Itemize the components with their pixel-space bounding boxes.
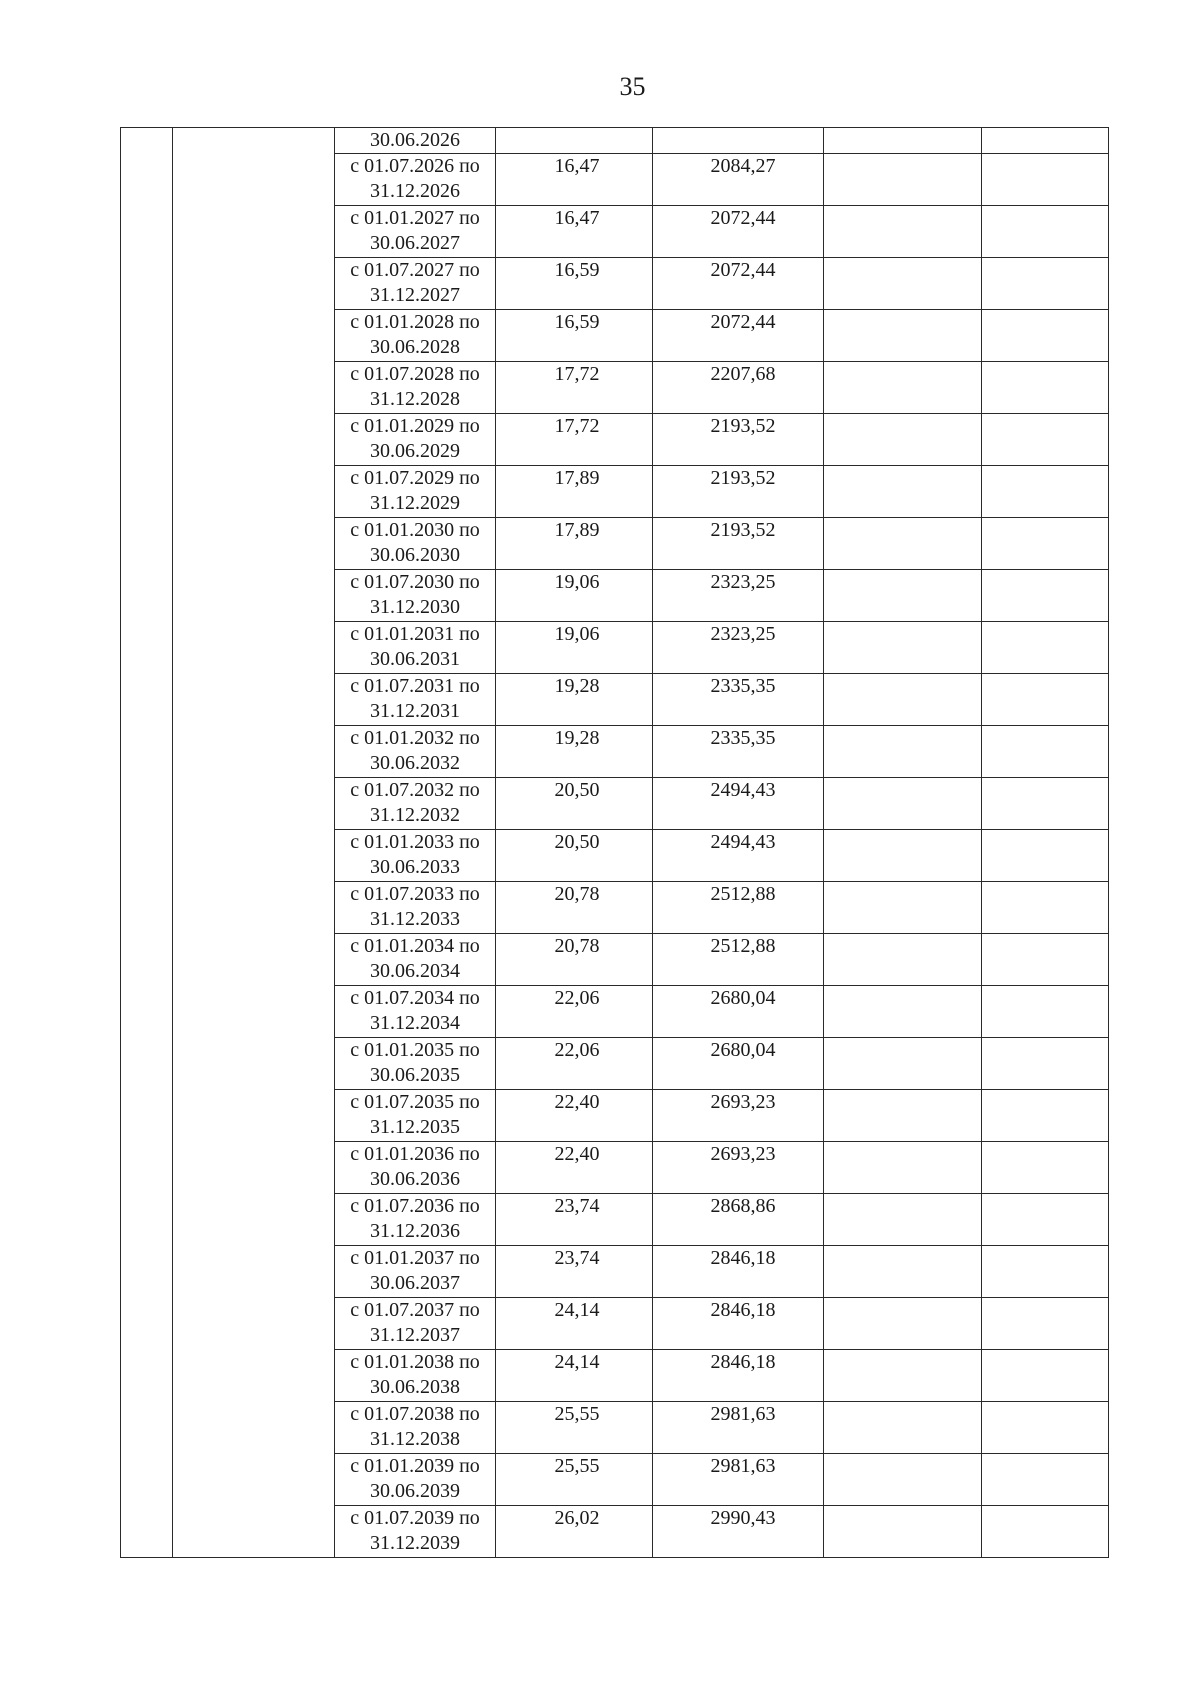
value-cell-1 xyxy=(496,570,653,622)
period-cell xyxy=(335,1506,496,1558)
value-cell-1 xyxy=(496,362,653,414)
period-start: с 01.01.2035 по xyxy=(350,1039,480,1061)
value-2: 2693,23 xyxy=(710,1143,776,1165)
period-cell xyxy=(335,1142,496,1194)
value-2: 2512,88 xyxy=(710,935,776,957)
value-2: 2981,63 xyxy=(710,1455,776,1477)
value-cell-2 xyxy=(653,154,824,206)
period-start: с 01.07.2038 по xyxy=(350,1403,480,1425)
value-cell-2 xyxy=(653,128,824,154)
empty-cell-c xyxy=(824,1142,982,1194)
empty-cell-c xyxy=(824,154,982,206)
value-1: 20,78 xyxy=(554,883,600,905)
value-cell-1 xyxy=(496,726,653,778)
empty-cell-d xyxy=(982,1038,1109,1090)
value-cell-1 xyxy=(496,622,653,674)
empty-cell-d xyxy=(982,310,1109,362)
period-start: с 01.01.2038 по xyxy=(350,1351,480,1373)
empty-cell-a xyxy=(121,128,173,1558)
value-1: 19,06 xyxy=(554,623,600,645)
period-end: 31.12.2037 xyxy=(370,1324,460,1346)
value-1: 22,06 xyxy=(554,1039,600,1061)
period-start: с 01.01.2034 по xyxy=(350,935,480,957)
period-cell xyxy=(335,726,496,778)
period-end: 31.12.2034 xyxy=(370,1012,460,1034)
period-end: 31.12.2038 xyxy=(370,1428,460,1450)
empty-cell-d xyxy=(982,1402,1109,1454)
empty-cell-c xyxy=(824,1506,982,1558)
value-1: 24,14 xyxy=(554,1299,600,1321)
value-cell-1 xyxy=(496,154,653,206)
value-1: 22,40 xyxy=(554,1091,600,1113)
period-end: 31.12.2031 xyxy=(370,700,460,722)
empty-cell-c xyxy=(824,622,982,674)
period-cell xyxy=(335,362,496,414)
empty-cell-d xyxy=(982,830,1109,882)
value-cell-1 xyxy=(496,882,653,934)
value-1: 25,55 xyxy=(554,1403,600,1425)
period-start: с 01.07.2027 по xyxy=(350,259,480,281)
value-1: 20,50 xyxy=(554,831,600,853)
value-2: 2680,04 xyxy=(710,1039,776,1061)
value-2: 2981,63 xyxy=(710,1403,776,1425)
value-cell-2 xyxy=(653,1142,824,1194)
empty-cell-d xyxy=(982,1142,1109,1194)
empty-cell-d xyxy=(982,570,1109,622)
empty-cell-c xyxy=(824,1454,982,1506)
value-cell-1 xyxy=(496,1194,653,1246)
value-2: 2846,18 xyxy=(710,1299,776,1321)
empty-cell-c xyxy=(824,726,982,778)
value-2: 2693,23 xyxy=(710,1091,776,1113)
period-start: с 01.07.2039 по xyxy=(350,1507,480,1529)
value-2: 2846,18 xyxy=(710,1247,776,1269)
value-cell-1 xyxy=(496,674,653,726)
value-cell-2 xyxy=(653,1194,824,1246)
value-cell-1 xyxy=(496,206,653,258)
empty-cell-d xyxy=(982,1298,1109,1350)
value-cell-2 xyxy=(653,674,824,726)
value-cell-2 xyxy=(653,414,824,466)
period-end: 30.06.2028 xyxy=(370,336,460,358)
period-start: с 01.01.2037 по xyxy=(350,1247,480,1269)
empty-cell-d xyxy=(982,778,1109,830)
empty-cell-c xyxy=(824,1090,982,1142)
period-end: 30.06.2035 xyxy=(370,1064,460,1086)
value-1: 23,74 xyxy=(554,1195,600,1217)
page-number: 35 xyxy=(619,72,646,101)
value-1: 20,50 xyxy=(554,779,600,801)
period-cell xyxy=(335,830,496,882)
empty-cell-d xyxy=(982,882,1109,934)
period-cell xyxy=(335,206,496,258)
empty-cell-d xyxy=(982,362,1109,414)
value-cell-1 xyxy=(496,1038,653,1090)
value-1: 17,72 xyxy=(554,363,600,385)
period-end: 31.12.2028 xyxy=(370,388,460,410)
empty-cell-c xyxy=(824,674,982,726)
period-end: 30.06.2029 xyxy=(370,440,460,462)
value-1: 16,47 xyxy=(554,155,600,177)
empty-cell-d xyxy=(982,1090,1109,1142)
empty-cell-d xyxy=(982,1454,1109,1506)
value-2: 2335,35 xyxy=(710,675,776,697)
value-cell-2 xyxy=(653,518,824,570)
value-cell-2 xyxy=(653,1298,824,1350)
period-cell xyxy=(335,518,496,570)
period-cell xyxy=(335,934,496,986)
empty-cell-c xyxy=(824,206,982,258)
value-cell-2 xyxy=(653,1402,824,1454)
empty-cell-c xyxy=(824,1402,982,1454)
period-cell xyxy=(335,128,496,154)
period-end: 31.12.2039 xyxy=(370,1532,460,1554)
value-cell-2 xyxy=(653,622,824,674)
value-cell-1 xyxy=(496,310,653,362)
empty-cell-d xyxy=(982,128,1109,154)
period-start: с 01.01.2033 по xyxy=(350,831,480,853)
period-end: 30.06.2026 xyxy=(370,129,460,151)
value-2: 2193,52 xyxy=(710,519,776,541)
period-start: с 01.07.2026 по xyxy=(350,155,480,177)
empty-cell-d xyxy=(982,622,1109,674)
period-start: с 01.07.2033 по xyxy=(350,883,480,905)
empty-cell-c xyxy=(824,830,982,882)
empty-cell-d xyxy=(982,1194,1109,1246)
value-2: 2072,44 xyxy=(710,311,776,333)
empty-cell-d xyxy=(982,518,1109,570)
period-end: 30.06.2032 xyxy=(370,752,460,774)
value-2: 2193,52 xyxy=(710,415,776,437)
period-start: с 01.01.2028 по xyxy=(350,311,480,333)
period-cell xyxy=(335,1298,496,1350)
period-cell xyxy=(335,1454,496,1506)
empty-cell-d xyxy=(982,206,1109,258)
period-end: 30.06.2033 xyxy=(370,856,460,878)
value-1: 25,55 xyxy=(554,1455,600,1477)
value-2: 2084,27 xyxy=(710,155,776,177)
period-end: 31.12.2033 xyxy=(370,908,460,930)
period-end: 30.06.2037 xyxy=(370,1272,460,1294)
value-2: 2193,52 xyxy=(710,467,776,489)
period-cell xyxy=(335,258,496,310)
empty-cell-d xyxy=(982,1350,1109,1402)
value-cell-1 xyxy=(496,1350,653,1402)
value-1: 16,47 xyxy=(554,207,600,229)
value-cell-1 xyxy=(496,1246,653,1298)
value-2: 2072,44 xyxy=(710,259,776,281)
empty-cell-b xyxy=(173,128,335,1558)
period-end: 30.06.2034 xyxy=(370,960,460,982)
period-cell xyxy=(335,466,496,518)
tariff-table xyxy=(120,127,1109,1558)
empty-cell-c xyxy=(824,934,982,986)
value-2: 2494,43 xyxy=(710,779,776,801)
value-cell-2 xyxy=(653,1038,824,1090)
empty-cell-c xyxy=(824,414,982,466)
table-body xyxy=(121,128,1109,1558)
period-end: 31.12.2027 xyxy=(370,284,460,306)
empty-cell-c xyxy=(824,258,982,310)
empty-cell-c xyxy=(824,128,982,154)
value-cell-2 xyxy=(653,206,824,258)
period-start: с 01.01.2039 по xyxy=(350,1455,480,1477)
value-2: 2335,35 xyxy=(710,727,776,749)
period-start: с 01.07.2034 по xyxy=(350,987,480,1009)
period-end: 30.06.2031 xyxy=(370,648,460,670)
period-cell xyxy=(335,622,496,674)
value-cell-2 xyxy=(653,1454,824,1506)
empty-cell-d xyxy=(982,466,1109,518)
value-2: 2868,86 xyxy=(710,1195,776,1217)
period-end: 30.06.2027 xyxy=(370,232,460,254)
value-cell-1 xyxy=(496,830,653,882)
empty-cell-d xyxy=(982,258,1109,310)
value-cell-1 xyxy=(496,1402,653,1454)
period-start: с 01.07.2028 по xyxy=(350,363,480,385)
value-cell-2 xyxy=(653,258,824,310)
period-start: с 01.07.2036 по xyxy=(350,1195,480,1217)
value-cell-1 xyxy=(496,414,653,466)
value-1: 19,06 xyxy=(554,571,600,593)
value-1: 26,02 xyxy=(554,1507,600,1529)
period-cell xyxy=(335,1402,496,1454)
value-1: 16,59 xyxy=(554,259,600,281)
value-cell-2 xyxy=(653,1246,824,1298)
period-start: с 01.07.2035 по xyxy=(350,1091,480,1113)
value-1: 23,74 xyxy=(554,1247,600,1269)
value-cell-2 xyxy=(653,466,824,518)
value-2: 2323,25 xyxy=(710,623,776,645)
value-cell-1 xyxy=(496,1298,653,1350)
period-start: с 01.07.2031 по xyxy=(350,675,480,697)
period-end: 31.12.2029 xyxy=(370,492,460,514)
period-cell xyxy=(335,414,496,466)
value-2: 2323,25 xyxy=(710,571,776,593)
period-start: с 01.07.2029 по xyxy=(350,467,480,489)
period-end: 30.06.2036 xyxy=(370,1168,460,1190)
empty-cell-c xyxy=(824,778,982,830)
value-cell-2 xyxy=(653,726,824,778)
value-1: 24,14 xyxy=(554,1351,600,1373)
value-cell-1 xyxy=(496,518,653,570)
period-start: с 01.01.2027 по xyxy=(350,207,480,229)
empty-cell-c xyxy=(824,1246,982,1298)
value-2: 2990,43 xyxy=(710,1507,776,1529)
period-start: с 01.01.2032 по xyxy=(350,727,480,749)
period-start: с 01.01.2031 по xyxy=(350,623,480,645)
value-1: 17,72 xyxy=(554,415,600,437)
period-start: с 01.07.2037 по xyxy=(350,1299,480,1321)
value-cell-1 xyxy=(496,1090,653,1142)
empty-cell-c xyxy=(824,570,982,622)
empty-cell-d xyxy=(982,986,1109,1038)
value-cell-1 xyxy=(496,934,653,986)
table-row xyxy=(121,128,1109,154)
empty-cell-c xyxy=(824,518,982,570)
value-1: 17,89 xyxy=(554,519,600,541)
value-2: 2072,44 xyxy=(710,207,776,229)
empty-cell-c xyxy=(824,1350,982,1402)
period-end: 31.12.2036 xyxy=(370,1220,460,1242)
empty-cell-d xyxy=(982,674,1109,726)
period-cell xyxy=(335,1038,496,1090)
empty-cell-c xyxy=(824,310,982,362)
value-1: 22,40 xyxy=(554,1143,600,1165)
value-2: 2512,88 xyxy=(710,883,776,905)
value-cell-2 xyxy=(653,362,824,414)
empty-cell-c xyxy=(824,1038,982,1090)
value-cell-1 xyxy=(496,1506,653,1558)
empty-cell-c xyxy=(824,1298,982,1350)
empty-cell-d xyxy=(982,726,1109,778)
value-2: 2680,04 xyxy=(710,987,776,1009)
period-start: с 01.07.2030 по xyxy=(350,571,480,593)
period-end: 31.12.2030 xyxy=(370,596,460,618)
value-cell-2 xyxy=(653,778,824,830)
period-end: 30.06.2030 xyxy=(370,544,460,566)
value-cell-1 xyxy=(496,778,653,830)
period-cell xyxy=(335,1194,496,1246)
period-cell xyxy=(335,310,496,362)
value-cell-1 xyxy=(496,1454,653,1506)
value-cell-1 xyxy=(496,466,653,518)
period-cell xyxy=(335,1246,496,1298)
value-cell-2 xyxy=(653,830,824,882)
empty-cell-d xyxy=(982,414,1109,466)
empty-cell-d xyxy=(982,154,1109,206)
period-start: с 01.01.2036 по xyxy=(350,1143,480,1165)
value-2: 2207,68 xyxy=(710,363,776,385)
value-cell-2 xyxy=(653,1350,824,1402)
value-cell-2 xyxy=(653,570,824,622)
value-cell-2 xyxy=(653,310,824,362)
period-cell xyxy=(335,986,496,1038)
value-cell-2 xyxy=(653,1506,824,1558)
period-cell xyxy=(335,882,496,934)
empty-cell-d xyxy=(982,1246,1109,1298)
empty-cell-d xyxy=(982,934,1109,986)
period-cell xyxy=(335,570,496,622)
period-end: 30.06.2039 xyxy=(370,1480,460,1502)
value-cell-1 xyxy=(496,258,653,310)
empty-cell-c xyxy=(824,1194,982,1246)
value-cell-2 xyxy=(653,934,824,986)
value-1: 20,78 xyxy=(554,935,600,957)
period-end: 30.06.2038 xyxy=(370,1376,460,1398)
value-cell-2 xyxy=(653,882,824,934)
period-start: с 01.01.2029 по xyxy=(350,415,480,437)
value-cell-2 xyxy=(653,1090,824,1142)
value-2: 2846,18 xyxy=(710,1351,776,1373)
empty-cell-d xyxy=(982,1506,1109,1558)
empty-cell-c xyxy=(824,986,982,1038)
value-1: 16,59 xyxy=(554,311,600,333)
value-1: 19,28 xyxy=(554,727,600,749)
period-cell xyxy=(335,674,496,726)
value-1: 19,28 xyxy=(554,675,600,697)
period-end: 31.12.2026 xyxy=(370,180,460,202)
empty-cell-c xyxy=(824,466,982,518)
period-start: с 01.01.2030 по xyxy=(350,519,480,541)
value-1: 17,89 xyxy=(554,467,600,489)
value-cell-2 xyxy=(653,986,824,1038)
value-1: 22,06 xyxy=(554,987,600,1009)
value-cell-1 xyxy=(496,1142,653,1194)
period-end: 31.12.2035 xyxy=(370,1116,460,1138)
period-end: 31.12.2032 xyxy=(370,804,460,826)
empty-cell-c xyxy=(824,362,982,414)
period-cell xyxy=(335,778,496,830)
value-cell-1 xyxy=(496,128,653,154)
value-cell-1 xyxy=(496,986,653,1038)
value-2: 2494,43 xyxy=(710,831,776,853)
period-cell xyxy=(335,1090,496,1142)
period-cell xyxy=(335,1350,496,1402)
empty-cell-c xyxy=(824,882,982,934)
period-start: с 01.07.2032 по xyxy=(350,779,480,801)
period-cell xyxy=(335,154,496,206)
